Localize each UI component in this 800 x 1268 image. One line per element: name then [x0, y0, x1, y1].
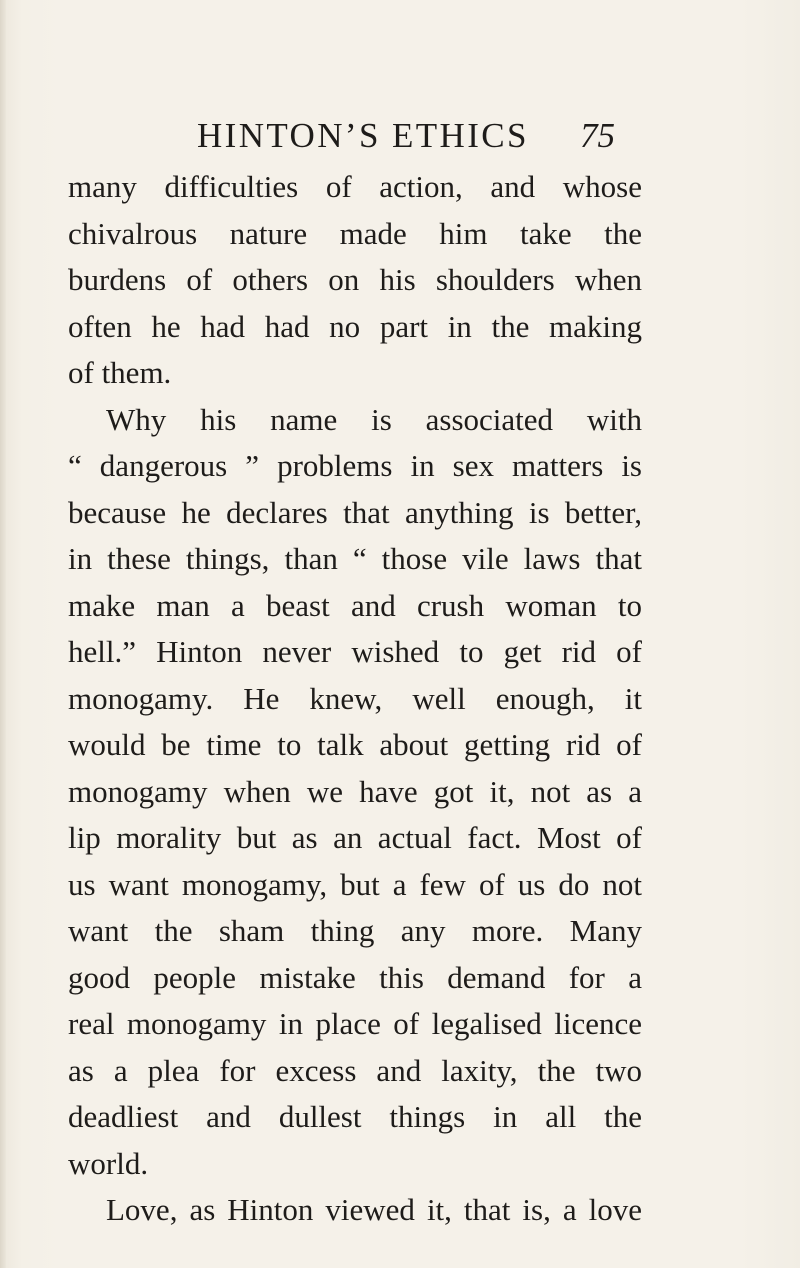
text-line: Love, as Hinton viewed it, that is, a love	[106, 1192, 642, 1227]
text-line: in these things, than “ those vile laws that	[68, 541, 642, 576]
text-line: would be time to talk about getting rid of	[68, 727, 642, 762]
text-line: make man a beast and crush woman to	[68, 587, 642, 623]
page-number: 75	[580, 116, 615, 155]
text-line: often he had had no part in the making	[68, 308, 642, 344]
text-line: lip morality but as an actual fact. Most of	[68, 820, 642, 855]
text-line: good people mistake this demand for a	[68, 959, 642, 995]
text-line: Why his name is associated with	[106, 401, 642, 437]
text-line: want the sham thing any more. Many	[68, 913, 642, 948]
text-line: because he declares that anything is better,	[68, 494, 642, 530]
text-line: monogamy when we have got it, not as a	[68, 773, 642, 809]
text-line: real monogamy in place of legalised licence	[68, 1006, 642, 1041]
running-head	[0, 116, 800, 156]
body-text	[68, 164, 642, 1234]
text-line: deadliest and dullest things in all the	[68, 1099, 642, 1134]
text-line: “ dangerous ” problems in sex matters is	[68, 448, 642, 483]
text-line: many difficulties of action, and whose	[68, 169, 642, 204]
text-line: monogamy. He knew, well enough, it	[68, 680, 642, 716]
text-line: burdens of others on his shoulders when	[68, 262, 642, 297]
text-line: us want monogamy, but a few of us do not	[68, 866, 642, 902]
text-line: as a plea for excess and laxity, the two	[68, 1052, 642, 1088]
text-line: of them.	[68, 355, 172, 390]
text-line: world.	[68, 1145, 149, 1181]
running-title: HINTON’S ETHICS	[197, 116, 529, 155]
text-line: hell.” Hinton never wished to get rid of	[68, 634, 642, 669]
text-line: chivalrous nature made him take the	[68, 215, 642, 251]
page-gutter	[0, 0, 6, 1268]
